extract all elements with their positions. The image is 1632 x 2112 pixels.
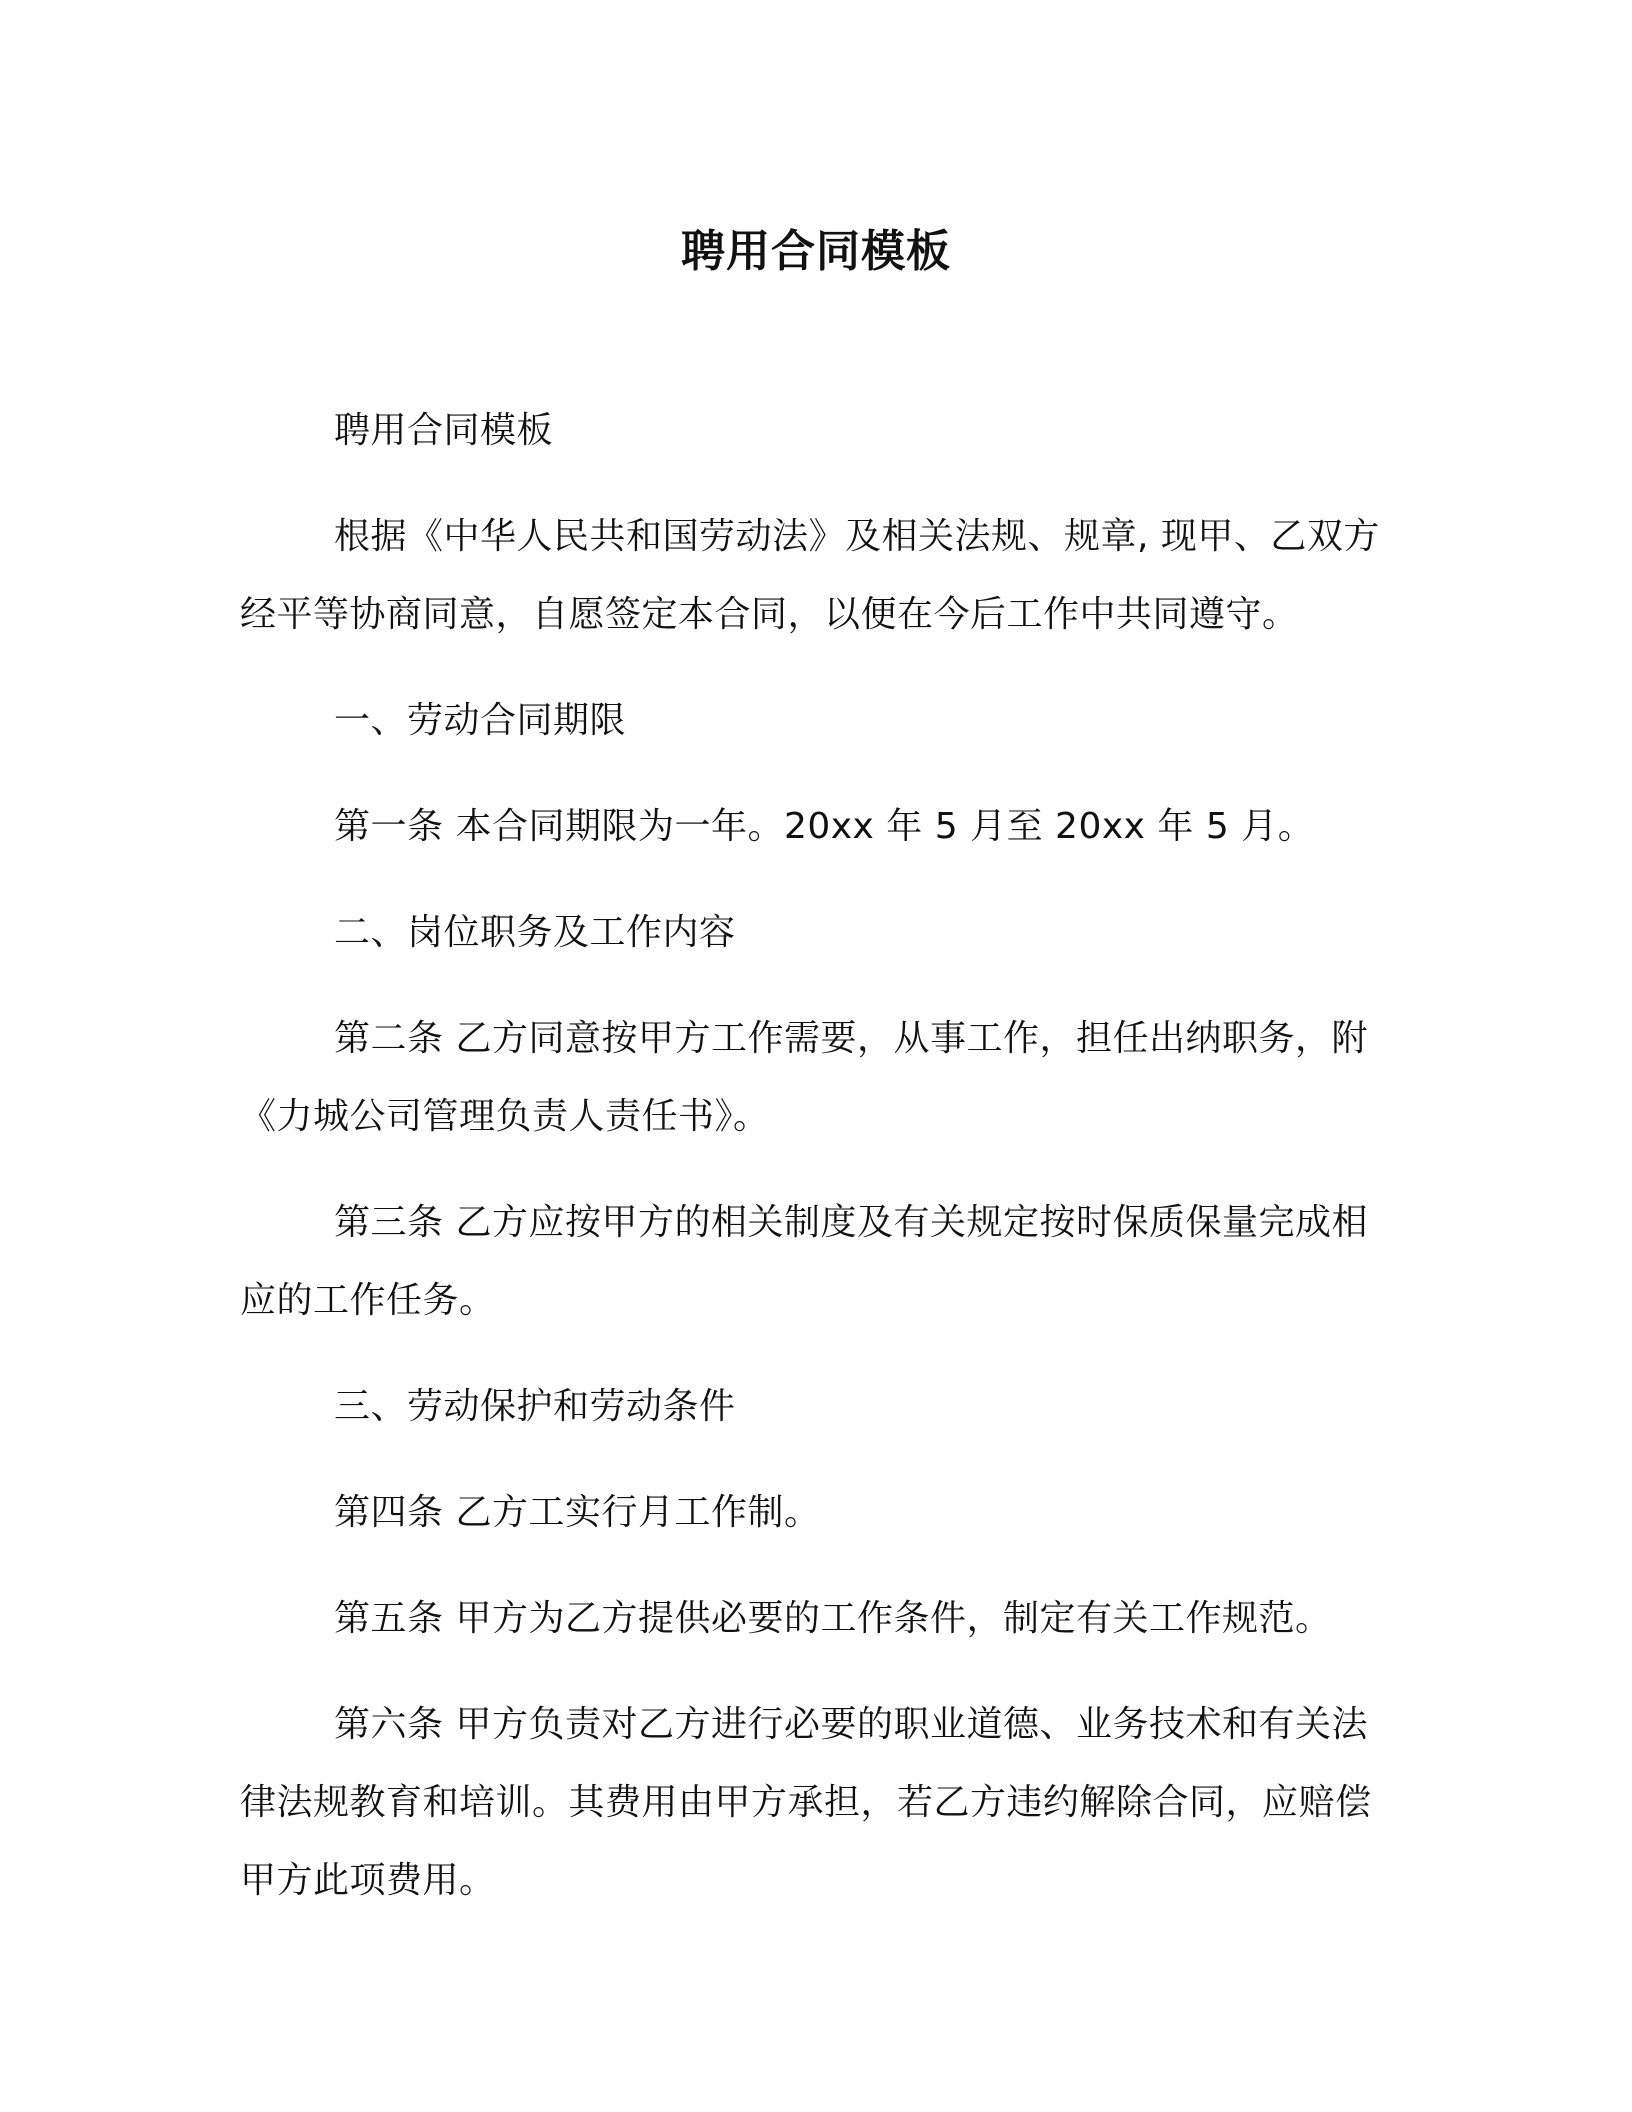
section-heading-3: 三、劳动保护和劳动条件 [334, 1386, 736, 1427]
article-2: 第二条 乙方同意按甲方工作需要，从事工作，担任出纳职务，附《力城公司管理负责人责任书》。 [240, 1018, 1368, 1137]
article-6: 第六条 甲方负责对乙方进行必要的职业道德、业务技术和有关法律法规教育和培训。其费用由甲方承担，若乙方违约解除合同，应赔偿甲方此项费用。 [240, 1704, 1372, 1901]
section-heading-2: 二、岗位职务及工作内容 [334, 912, 736, 953]
paragraph-preamble: 根据《中华人民共和国劳动法》及相关法规、规章, 现甲、乙双方经平等协商同意，自愿签定本合同，以便在今后工作中共同遵守。 [240, 516, 1380, 635]
document-body [240, 392, 1392, 1948]
document-title: 聘用合同模板 [681, 226, 951, 277]
section-heading-1: 一、劳动合同期限 [334, 700, 627, 741]
article-5: 第五条 甲方为乙方提供必要的工作条件，制定有关工作规范。 [334, 1598, 1332, 1639]
paragraph-subtitle: 聘用合同模板 [334, 410, 554, 451]
article-4: 第四条 乙方工实行月工作制。 [334, 1492, 821, 1533]
article-3: 第三条 乙方应按甲方的相关制度及有关规定按时保质保量完成相应的工作任务。 [240, 1202, 1368, 1321]
article-1: 第一条 本合同期限为一年。20xx 年 5 月至 20xx 年 5 月。 [334, 806, 1315, 847]
